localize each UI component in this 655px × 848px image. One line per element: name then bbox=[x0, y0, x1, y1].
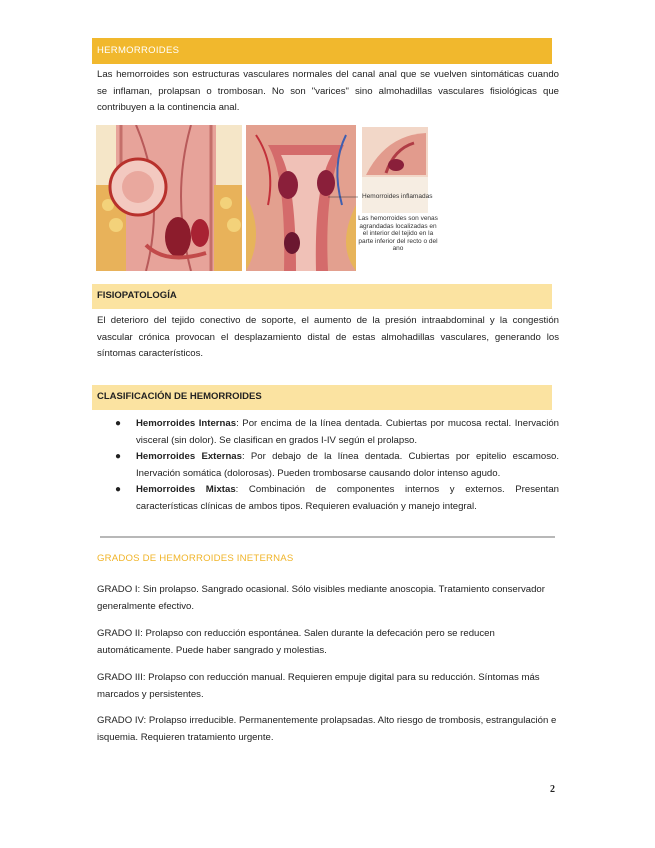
figure-caption: Las hemorroides son venas agrandadas localizadas en el interior del tejido en la parte inferior del recto o del ano bbox=[358, 215, 438, 252]
list-item bbox=[112, 482, 559, 515]
section-title-fisiopatologia: FISIOPATOLOGÍA bbox=[92, 284, 552, 309]
list-item-term: Hemorroides Externas bbox=[136, 451, 242, 463]
bullet-icon: ● bbox=[115, 451, 122, 463]
grade-paragraph: GRADO IV: Prolapso irreducible. Permanentemente prolapsadas. Alto riesgo de trombosis, estrangulación e isquemia. Requieren tratamiento urgente. bbox=[97, 715, 557, 743]
grade-paragraph: GRADO I: Sin prolapso. Sangrado ocasional. Sólo visibles mediante anoscopia. Tratamiento conservador generalmente efectivo. bbox=[97, 584, 545, 612]
grade-paragraph: GRADO III: Prolapso con reducción manual. Requieren empuje digital para su reducción. Síntomas más marcados y persistentes. bbox=[97, 672, 540, 700]
page-number: 2 bbox=[550, 784, 555, 795]
clasificacion-list bbox=[112, 416, 559, 516]
hemorroides-paragraph: Las hemorroides son estructuras vasculares normales del canal anal que se vuelven sintomáticas cuando se inflaman, prolapsan o trombosan. No son "varices" sino almohadillas vasculares fisiológicas que contribuyen a la continencia anal. bbox=[97, 69, 559, 114]
grade-paragraph: GRADO II: Prolapso con reducción espontánea. Salen durante la defecación pero se reducen automáticamente. Puede haber sangrado y molestias. bbox=[97, 628, 495, 656]
list-item-text: : Combinación de componentes internos y externos. Presentan características clínicas de ambos tipos. Requieren evaluación y manejo integral. bbox=[136, 484, 559, 512]
bullet-icon: ● bbox=[115, 418, 122, 429]
list-item bbox=[112, 416, 559, 449]
section-divider bbox=[100, 536, 555, 538]
list-item-term: Hemorroides Internas bbox=[136, 418, 237, 429]
section-title-clasificacion: CLASIFICACIÓN DE HEMORROIDES bbox=[92, 385, 552, 410]
list-item-term: Hemorroides Mixtas bbox=[136, 484, 236, 496]
figure-label-inflamed: Hemorroides inflamadas bbox=[362, 193, 433, 200]
list-item bbox=[112, 449, 559, 482]
hemorrhoid-anatomy-illustration bbox=[96, 125, 558, 271]
section-title-hemorroides: HERMORROIDES bbox=[92, 38, 552, 64]
fisiopatologia-paragraph: El deterioro del tejido conectivo de soporte, el aumento de la presión intraabdominal y la congestión vascular crónica provocan el desplazamiento distal de estas almohadillas vasculares, generando los síntomas característicos. bbox=[97, 315, 559, 360]
list-item-text: : Por debajo de la línea dentada. Cubiertas por epitelio escamoso. Inervación somática (dolorosas). Pueden trombosarse causando dolor intenso agudo. bbox=[136, 451, 560, 479]
list-item-text: : Por encima de la línea dentada. Cubiertas por mucosa rectal. Inervación visceral (sin dolor). Se clasifican en grados I-IV según el prolapso. bbox=[136, 418, 559, 446]
bullet-icon: ● bbox=[115, 484, 122, 496]
section-title-grados: GRADOS DE HEMORROIDES INETERNAS bbox=[97, 553, 294, 564]
